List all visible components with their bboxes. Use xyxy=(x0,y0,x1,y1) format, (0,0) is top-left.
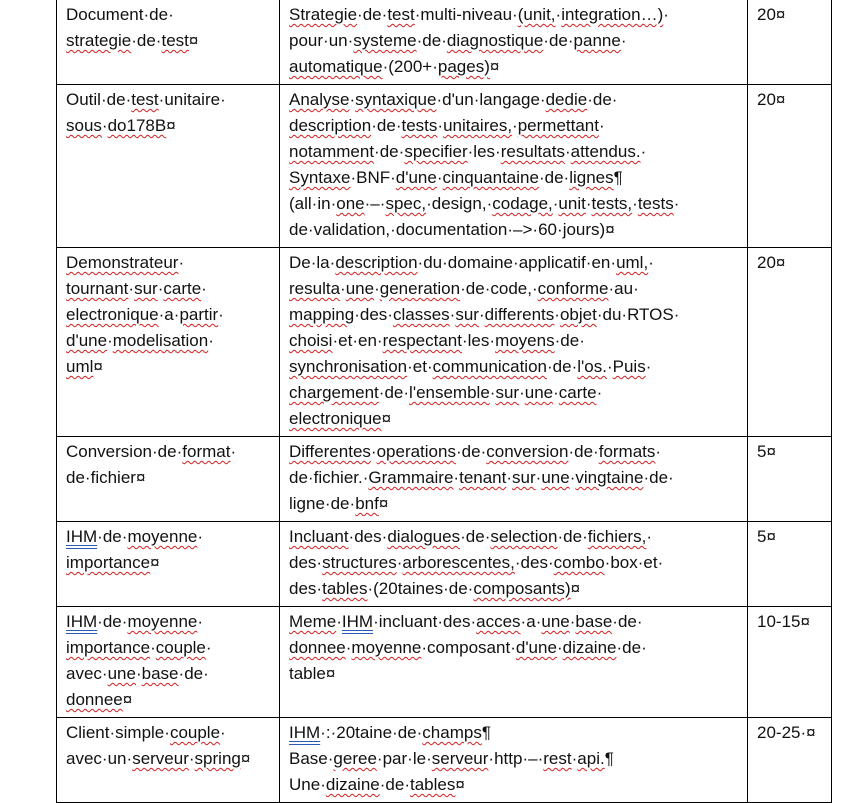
table-row xyxy=(57,718,832,803)
cell-text-line: Demonstrateur· xyxy=(66,253,185,272)
cell-text-line: strategie·de·test¤ xyxy=(66,31,199,50)
cell-text-line: Conversion·de·format· xyxy=(66,442,237,461)
cell-text-line: Differentes·operations·de·conversion·de·formats· xyxy=(289,442,662,461)
cell-text-line: table¤ xyxy=(289,664,336,683)
cell-text-line: 10-15¤ xyxy=(757,612,810,631)
cell-text-line: 20-25·¤ xyxy=(757,723,816,742)
cell-text-line: importance¤ xyxy=(66,553,160,572)
task-description-cell[interactable] xyxy=(280,85,748,248)
table-row xyxy=(57,248,832,437)
estimate-days-cell[interactable] xyxy=(748,437,832,522)
cell-text-line: notamment·de·specifier·les·resultats·attendus.· xyxy=(289,142,647,161)
cell-text-line: resulta·une·generation·de·code,·conforme·au· xyxy=(289,279,639,298)
task-description-cell[interactable] xyxy=(280,607,748,718)
cell-text-line: mapping·des·classes·sur·differents·objet·du·RTOS· xyxy=(289,305,680,324)
cell-text-line: de·validation,·documentation·–>·60·jours)¤ xyxy=(289,220,615,239)
estimation-table xyxy=(56,0,832,803)
table-row xyxy=(57,85,832,248)
task-description-cell[interactable] xyxy=(280,718,748,803)
cell-text-line: pour·un·systeme·de·diagnostique·de·panne· xyxy=(289,31,627,50)
cell-text-line: electronique·a·partir· xyxy=(66,305,224,324)
estimate-days-cell[interactable] xyxy=(748,607,832,718)
cell-text-line: Base·geree·par·le·serveur·http·–·rest·api.¶ xyxy=(289,749,614,768)
task-description-cell[interactable] xyxy=(280,248,748,437)
cell-text-line: synchronisation·et·communication·de·l'os.·Puis· xyxy=(289,357,652,376)
cell-text-line: Client·simple·couple· xyxy=(66,723,226,742)
estimate-days-cell[interactable] xyxy=(748,0,832,85)
cell-text-line: de·fichier.·Grammaire·tenant·sur·une·vingtaine·de· xyxy=(289,468,674,487)
cell-text-line: Analyse·syntaxique·d'un·langage·dedie·de· xyxy=(289,90,618,109)
task-name-cell[interactable] xyxy=(57,248,280,437)
estimate-days-cell[interactable] xyxy=(748,248,832,437)
task-name-cell[interactable] xyxy=(57,0,280,85)
cell-text-line: sous·do178B¤ xyxy=(66,116,176,135)
task-description-cell[interactable] xyxy=(280,522,748,607)
task-name-cell[interactable] xyxy=(57,85,280,248)
cell-text-line: ligne·de·bnf¤ xyxy=(289,494,389,513)
cell-text-line: electronique¤ xyxy=(289,409,392,428)
cell-text-line: Une·dizaine·de·tables¤ xyxy=(289,775,465,794)
cell-text-line: IHM·:·20taine·de·champs¶ xyxy=(289,723,491,742)
table-row xyxy=(57,437,832,522)
task-name-cell[interactable] xyxy=(57,437,280,522)
cell-text-line: 5¤ xyxy=(757,442,776,461)
table-row xyxy=(57,522,832,607)
cell-text-line: 20¤ xyxy=(757,253,786,272)
cell-text-line: 5¤ xyxy=(757,527,776,546)
task-description-cell[interactable] xyxy=(280,437,748,522)
cell-text-line: Meme·IHM·incluant·des·acces·a·une·base·de· xyxy=(289,612,643,631)
cell-text-line: des·structures·arborescentes,·des·combo·box·et· xyxy=(289,553,664,572)
task-name-cell[interactable] xyxy=(57,522,280,607)
cell-text-line: Outil·de·test·unitaire· xyxy=(66,90,226,109)
cell-text-line: des·tables·(20taines·de·composants)¤ xyxy=(289,579,581,598)
cell-text-line: donnee¤ xyxy=(66,690,133,709)
cell-text-line: De·la·description·du·domaine·applicatif·en·uml,· xyxy=(289,253,654,272)
cell-text-line: donnee·moyenne·composant·d'une·dizaine·de· xyxy=(289,638,647,657)
cell-text-line: Strategie·de·test·multi-niveau·(unit,·integration…)· xyxy=(289,5,669,24)
cell-text-line: IHM·de·moyenne· xyxy=(66,527,204,546)
cell-text-line: importance·couple· xyxy=(66,638,212,657)
table-row xyxy=(57,607,832,718)
estimate-days-cell[interactable] xyxy=(748,522,832,607)
cell-text-line: IHM·de·moyenne· xyxy=(66,612,204,631)
cell-text-line: Incluant·des·dialogues·de·selection·de·fichiers,· xyxy=(289,527,652,546)
cell-text-line: automatique·(200+·pages)¤ xyxy=(289,57,500,76)
estimate-days-cell[interactable] xyxy=(748,718,832,803)
cell-text-line: choisi·et·en·respectant·les·moyens·de· xyxy=(289,331,585,350)
task-description-cell[interactable] xyxy=(280,0,748,85)
task-name-cell[interactable] xyxy=(57,718,280,803)
cell-text-line: chargement·de·l'ensemble·sur·une·carte· xyxy=(289,383,603,402)
cell-text-line: avec·un·serveur·spring¤ xyxy=(66,749,251,768)
cell-text-line: 20¤ xyxy=(757,90,786,109)
cell-text-line: tournant·sur·carte· xyxy=(66,279,207,298)
cell-text-line: avec·une·base·de· xyxy=(66,664,209,683)
table-body xyxy=(57,0,832,803)
cell-text-line: d'une·modelisation· xyxy=(66,331,214,350)
table-row xyxy=(57,0,832,85)
task-name-cell[interactable] xyxy=(57,607,280,718)
cell-text-line: Document·de· xyxy=(66,5,174,24)
cell-text-line: de·fichier¤ xyxy=(66,468,146,487)
cell-text-line: 20¤ xyxy=(757,5,786,24)
cell-text-line: description·de·tests·unitaires,·permettant· xyxy=(289,116,605,135)
estimate-days-cell[interactable] xyxy=(748,85,832,248)
cell-text-line: Syntaxe·BNF·d'une·cinquantaine·de·lignes¶ xyxy=(289,168,623,187)
cell-text-line: uml¤ xyxy=(66,357,103,376)
cell-text-line: (all·in·one·–·spec,·design,·codage,·unit·tests,·tests· xyxy=(289,194,680,213)
